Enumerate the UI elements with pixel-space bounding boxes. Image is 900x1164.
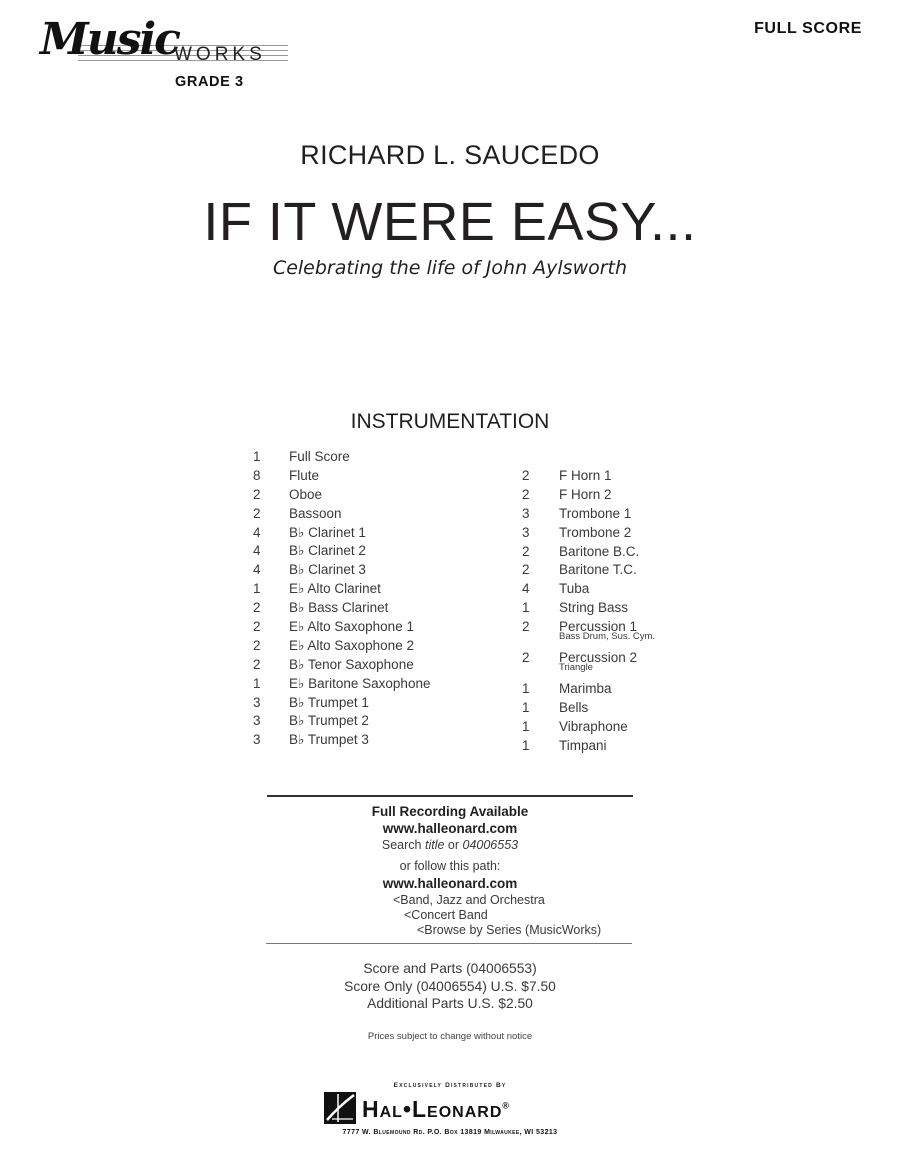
instrument-qty: 2: [522, 543, 530, 559]
hal-leonard-logo: [324, 1092, 580, 1128]
instrument-name: B♭ Tenor Saxophone: [289, 656, 414, 672]
instrument-name: Bells: [559, 700, 589, 716]
instrument-qty: 3: [253, 694, 261, 710]
search-title-term: title: [424, 838, 445, 852]
instrument-qty: 1: [522, 600, 530, 616]
instrument-name: B♭ Trumpet 1: [289, 694, 369, 710]
instrument-name: Trombone 1: [559, 505, 632, 521]
instrument-qty: 4: [522, 581, 530, 597]
instrument-qty: 3: [253, 713, 261, 729]
instrument-qty: 4: [253, 524, 261, 540]
distributor-label: Exclusively Distributed By: [393, 1082, 507, 1089]
registered-mark: ®: [502, 1100, 511, 1111]
instrument-name: E♭ Alto Clarinet: [289, 581, 381, 597]
distributor-name: [362, 1098, 510, 1121]
instrument-name: Oboe: [289, 486, 323, 502]
search-or: or: [444, 838, 463, 852]
instrument-qty: 1: [522, 700, 530, 716]
distributor-address: 7777 W. Bluemound Rd. P.O. Box 13819 Milwaukee, WI 53213: [342, 1129, 558, 1136]
instrument-qty: 2: [522, 650, 530, 666]
instrument-name: Baritone T.C.: [559, 562, 637, 578]
instrument-name: Vibraphone: [559, 718, 628, 734]
instrument-qty: 2: [522, 468, 530, 483]
instrument-name: Full Score: [289, 449, 350, 464]
instrumentation-heading: INSTRUMENTATION: [350, 410, 550, 433]
instrument-name: B♭ Clarinet 2: [289, 543, 366, 559]
instrument-qty: 4: [253, 562, 261, 578]
instrument-qty: 1: [522, 681, 530, 697]
instrument-qty: 2: [253, 486, 261, 502]
instrument-qty: 1: [253, 675, 261, 691]
distributor-name-text: Hal•Leonard: [362, 1096, 503, 1122]
search-prefix: Search: [381, 838, 425, 852]
price-line-score-parts: Score and Parts (04006553): [363, 961, 537, 976]
logo-works-text: WORKS: [174, 44, 266, 65]
price-notice: Prices subject to change without notice: [367, 1031, 533, 1042]
instrument-name: E♭ Alto Saxophone 2: [289, 637, 414, 653]
composer-name: RICHARD L. SAUCEDO: [300, 140, 600, 170]
instrument-name: Trombone 2: [559, 524, 632, 540]
instrument-name: B♭ Trumpet 2: [289, 713, 369, 729]
instrument-qty: 1: [253, 581, 261, 597]
price-line-additional-parts: Additional Parts U.S. $2.50: [367, 996, 533, 1011]
instrument-name: B♭ Clarinet 1: [289, 524, 366, 540]
musicworks-logo: [38, 14, 268, 98]
divider-top: [267, 795, 633, 797]
instrument-qty: 2: [253, 600, 261, 616]
piece-subtitle: Celebrating the life of John Aylsworth: [272, 257, 628, 279]
instrument-qty: 1: [253, 449, 261, 464]
score-type-label: FULL SCORE: [754, 20, 862, 37]
instrument-qty: 3: [253, 732, 261, 748]
instrument-name: B♭ Clarinet 3: [289, 562, 366, 578]
instrument-name: E♭ Alto Saxophone 1: [289, 619, 414, 635]
search-code: 04006553: [462, 838, 519, 852]
instrument-name: String Bass: [559, 600, 629, 616]
instrument-name: B♭ Trumpet 3: [289, 732, 369, 748]
instrument-name: Percussion 2: [559, 650, 638, 666]
instrument-name: Percussion 1: [559, 619, 638, 635]
instrument-qty: 1: [522, 737, 530, 753]
price-line-score-only: Score Only (04006554) U.S. $7.50: [344, 979, 556, 994]
path-url-link[interactable]: www.halleonard.com: [382, 876, 518, 891]
divider-bottom: [266, 943, 632, 944]
instrument-name: E♭ Baritone Saxophone: [289, 675, 431, 691]
instrument-qty: 2: [253, 637, 261, 653]
instrument-name: Flute: [289, 467, 320, 483]
instrument-detail: Triangle: [559, 662, 593, 674]
instrument-qty: 8: [253, 467, 261, 483]
instrument-qty: 2: [253, 619, 261, 635]
recording-heading: Full Recording Available: [371, 804, 529, 819]
path-step-1: <Band, Jazz and Orchestra: [393, 893, 545, 907]
instrument-qty: 3: [522, 524, 530, 540]
path-step-3: <Browse by Series (MusicWorks): [417, 923, 602, 937]
instrument-name: Bassoon: [289, 505, 342, 521]
instrument-name: Baritone B.C.: [559, 543, 640, 559]
instrument-name: F Horn 2: [559, 486, 612, 502]
path-step-2: <Concert Band: [404, 908, 488, 922]
instrument-qty: 2: [253, 505, 261, 521]
instrument-detail: Bass Drum, Sus. Cym.: [559, 631, 656, 643]
instrument-qty: 2: [522, 619, 530, 635]
instrument-name: B♭ Bass Clarinet: [289, 600, 389, 616]
instrument-name: Tuba: [559, 581, 590, 597]
instrument-qty: 1: [522, 718, 530, 734]
instrument-qty: 2: [522, 486, 530, 502]
instrument-qty: 3: [522, 505, 530, 521]
follow-path-label: or follow this path:: [399, 859, 501, 873]
grade-label: GRADE 3: [175, 74, 244, 90]
search-instructions: [0, 838, 900, 852]
piece-title: IF IT WERE EASY...: [203, 192, 697, 252]
instrument-name: Timpani: [559, 737, 607, 753]
instrument-qty: 2: [253, 656, 261, 672]
instrument-name: Marimba: [559, 681, 612, 697]
instrument-qty: 4: [253, 543, 261, 559]
logo-script-text: Music: [40, 14, 179, 65]
instrument-qty: 2: [522, 562, 530, 578]
hal-leonard-emblem-icon: [324, 1092, 356, 1124]
recording-url-link[interactable]: www.halleonard.com: [382, 821, 518, 836]
instrument-name: F Horn 1: [559, 468, 612, 483]
